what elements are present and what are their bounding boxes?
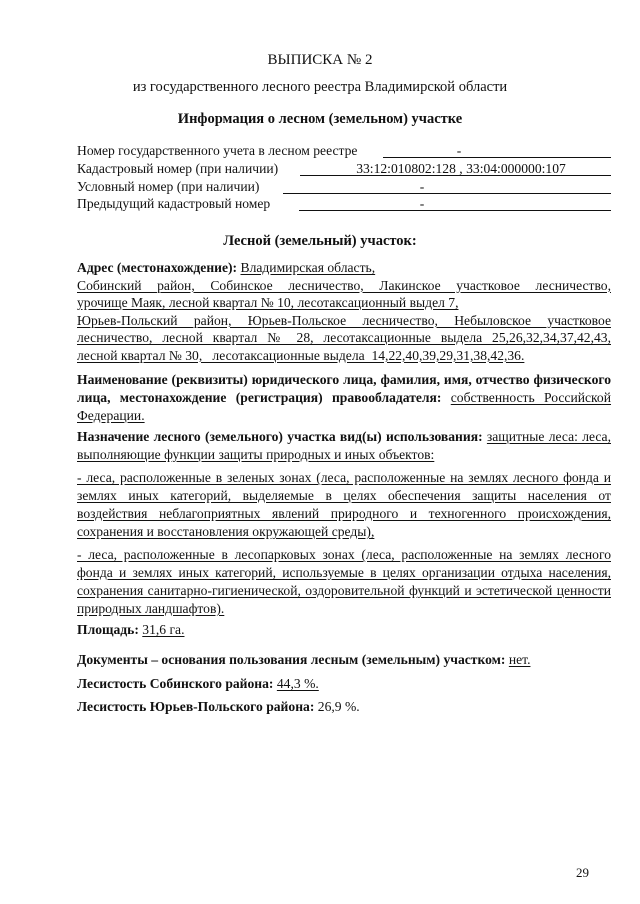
- owner-label: Наименование (реквизиты) юридического лица, фамилия, имя, отчество физического лица, местонахождение (регистрация) правообладателя:: [77, 372, 611, 405]
- forest-cover-label: Лесистость Собинского района:: [77, 676, 274, 691]
- documents-value: нет.: [508, 652, 531, 667]
- field-previous-cadastral: [77, 195, 611, 213]
- forest-cover-value: 44,3 %.: [276, 676, 319, 691]
- forest-cover-sobinsky: [77, 675, 611, 693]
- fill-line: [383, 157, 611, 158]
- area-label: Площадь:: [77, 622, 139, 637]
- field-value: -: [456, 143, 462, 159]
- documents-block: [77, 651, 611, 669]
- owner-value: собственность Российской Федерации.: [77, 390, 612, 423]
- field-label: Предыдущий кадастровый номер: [77, 196, 271, 212]
- document-title: ВЫПИСКА № 2: [267, 52, 373, 68]
- fill-line: [283, 193, 611, 194]
- forest-cover-value: 26,9 %.: [317, 699, 360, 714]
- page-number: 29: [576, 865, 589, 880]
- field-conditional-number: [77, 178, 611, 196]
- field-label: Номер государственного учета в лесном реестре: [77, 143, 358, 159]
- address-line: Юрьев-Польский район, Юрьев-Польское лесничество, Небыловское участковое: [77, 312, 611, 328]
- purpose-value: защитные леса: леса, выполняющие функции защиты природных и иных объектов:: [77, 429, 611, 462]
- purpose-item: - леса, расположенные в лесопарковых зонах (леса, расположенные на землях лесного фонда и землях иных категорий, используемые в целях организации отдыха населения, сохранения санитарно-гигиенической, оздоровительной функций и эстетической ценности природных ландшафтов).: [77, 547, 611, 616]
- purpose-item: - леса, расположенные в зеленых зонах (леса, расположенные на землях лесного фонда и землях иных категорий, выделяемые в целях обеспечения защиты населения от воздействия неблагоприятных явлений природного и техногенного происхождения, сохранения и восстановления окружающей среды),: [77, 470, 611, 539]
- field-registry-number: [77, 142, 611, 160]
- purpose-label: Назначение лесного (земельного) участка вид(ы) использования:: [77, 429, 483, 444]
- address-block: [77, 259, 611, 364]
- owner-block: [77, 371, 611, 425]
- field-label: Условный номер (при наличии): [77, 179, 260, 195]
- address-label: Адрес (местонахождение):: [77, 260, 238, 275]
- address-line: лесничество, лесной квартал № 28, лесотаксационные выдела 25,26,32,34,37,42,43,: [77, 330, 611, 345]
- area-block: [77, 621, 611, 639]
- fill-line: [299, 210, 611, 211]
- address-line: Владимирская область,: [240, 260, 376, 275]
- address-line: урочище Маяк, лесной квартал № 10, лесотаксационный выдел 7,: [77, 295, 459, 310]
- document-subtitle: из государственного лесного реестра Владимирской области: [132, 79, 508, 95]
- documents-label: Документы – основания пользования лесным (земельным) участком:: [77, 652, 506, 667]
- field-value: -: [419, 196, 425, 212]
- field-value: 33:12:010802:128 , 33:04:000000:107: [356, 161, 566, 177]
- area-value: 31,6 га.: [142, 622, 185, 637]
- address-line: Собинский район, Собинское лесничество, Лакинское участковое лесничество,: [77, 277, 611, 293]
- section-heading: Лесной (земельный) участок:: [223, 233, 417, 249]
- forest-cover-yuryev: [77, 698, 611, 716]
- field-value: -: [419, 179, 425, 195]
- purpose-block: [77, 428, 611, 464]
- info-heading: Информация о лесном (земельном) участке: [177, 111, 463, 127]
- address-line: лесной квартал № 30, лесотаксационные выдела 14,22,40,39,29,31,38,42,36.: [77, 347, 525, 363]
- forest-cover-label: Лесистость Юрьев-Польского района:: [77, 699, 315, 714]
- field-label: Кадастровый номер (при наличии): [77, 161, 279, 177]
- field-cadastral-number: [77, 160, 611, 178]
